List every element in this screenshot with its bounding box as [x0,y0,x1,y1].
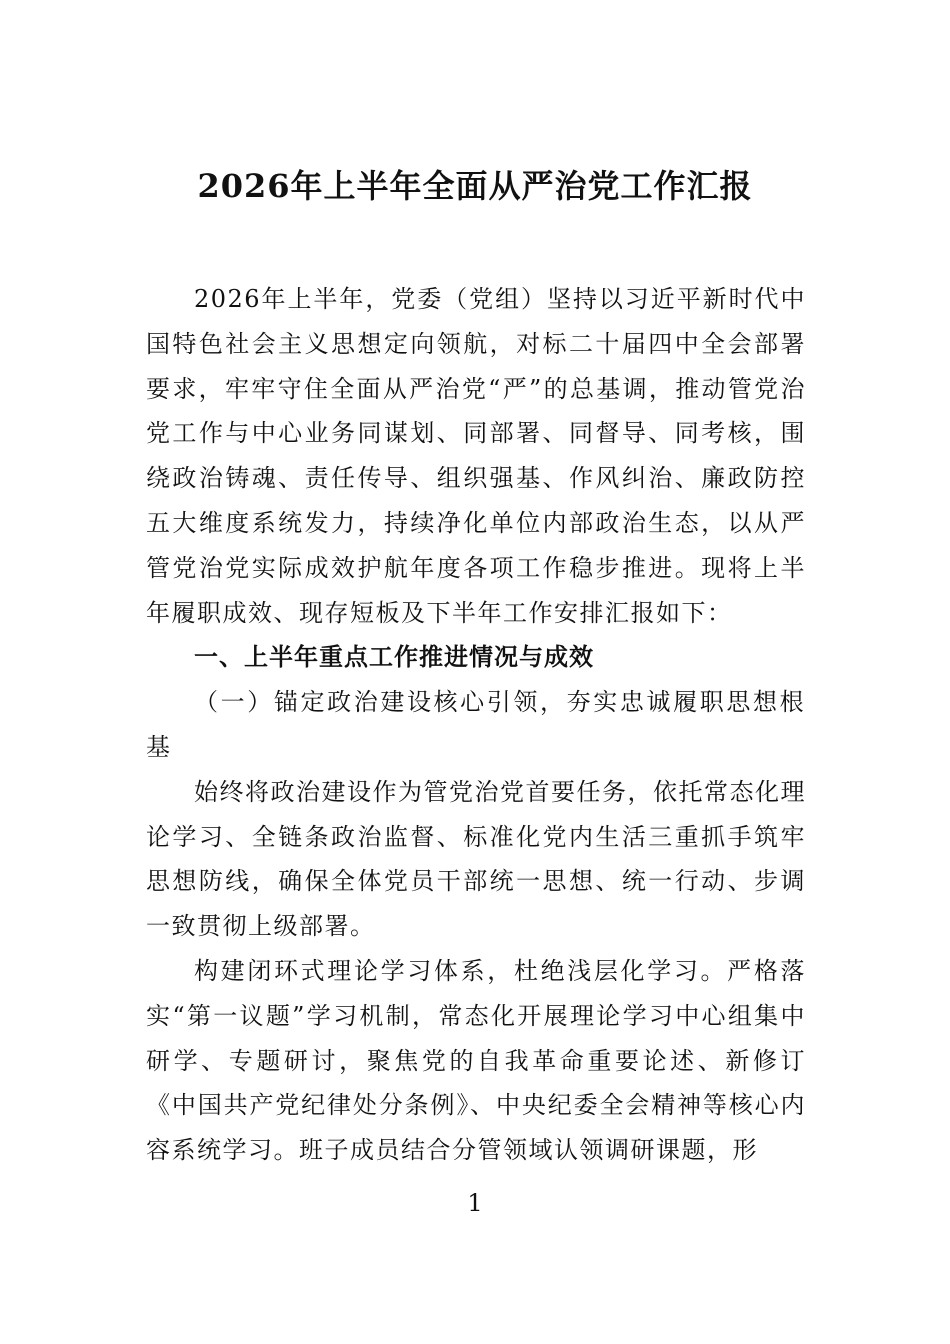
intro-paragraph: 2026年上半年，党委（党组）坚持以习近平新时代中国特色社会主义思想定向领航，对标二十届四中全会部署要求，牢牢守住全面从严治党“严”的总基调，推动管党治党工作与中心业务同谋划、同部署、同督导、同考核，围绕政治铸魂、责任传导、组织强基、作风纠治、廉政防控五大维度系统发力，持续净化单位内部政治生态，以从严管党治党实际成效护航年度各项工作稳步推进。现将上半年履职成效、现存短板及下半年工作安排汇报如下： [146,285,806,627]
subsection-heading-1: （一）锚定政治建设核心引领，夯实忠诚履职思想根基 [146,688,806,761]
document-title: 2026年上半年全面从严治党工作汇报 [197,167,753,205]
page-number: 1 [467,1189,483,1217]
body-paragraph-1: 始终将政治建设作为管党治党首要任务，依托常态化理论学习、全链条政治监督、标准化党内生活三重抓手筑牢思想防线，确保全体党员干部统一思想、统一行动、步调一致贯彻上级部署。 [146,777,806,941]
body-paragraph-2: 构建闭环式理论学习体系，杜绝浅层化学习。严格落实“第一议题”学习机制，常态化开展理论学习中心组集中研学、专题研讨，聚焦党的自我革命重要论述、新修订《中国共产党纪律处分条例》、中央纪委全会精神等核心内容系统学习。班子成员结合分管领域认领调研课题，形 [146,956,806,1165]
document-body [146,277,806,1173]
section-heading-1: 一、上半年重点工作推进情况与成效 [194,643,594,672]
